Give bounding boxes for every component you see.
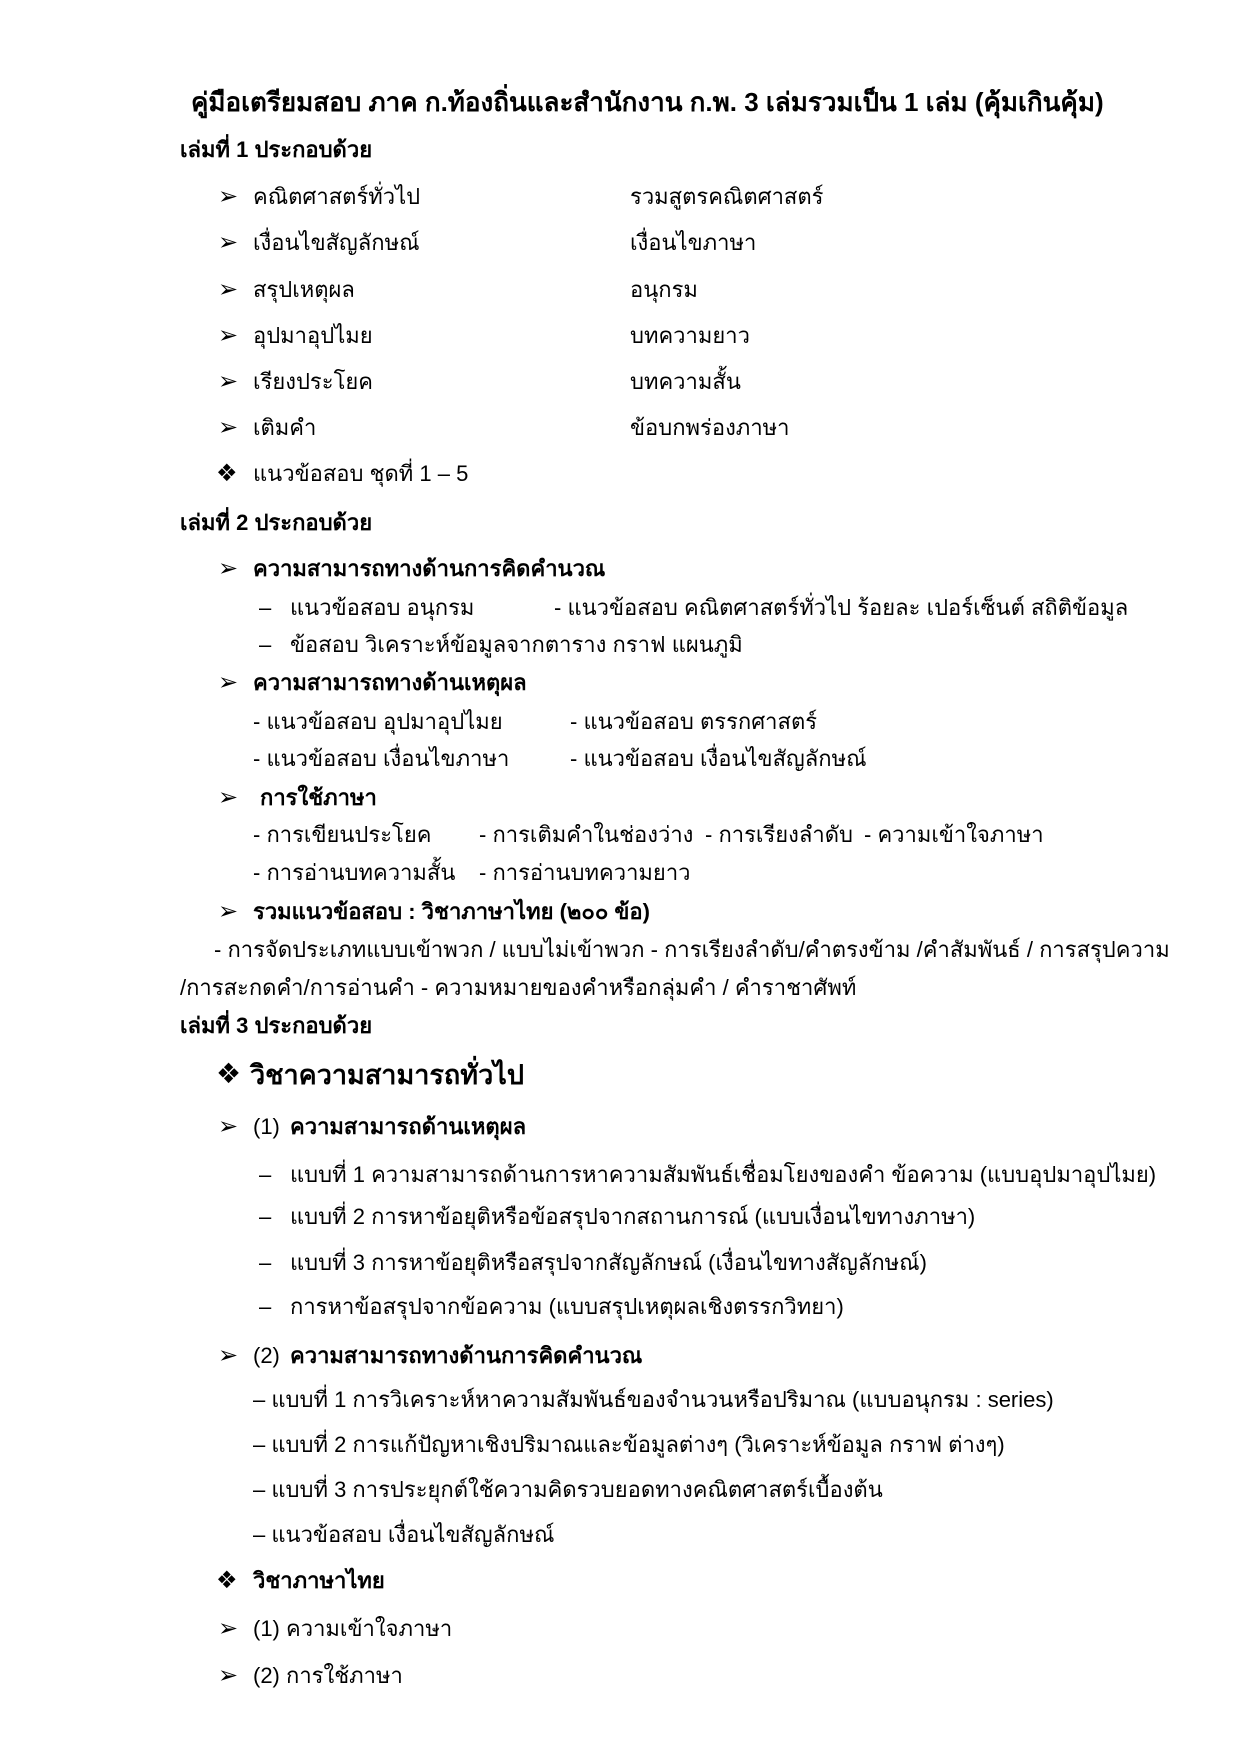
list-item: – แนวข้อสอบ เงื่อนไขสัญลักษณ์ (253, 1522, 555, 1547)
list-item: ข้อสอบ วิเคราะห์ข้อมูลจากตาราง กราฟ แผนภูมิ (290, 632, 743, 657)
list-item: - แนวข้อสอบ ตรรกศาสตร์ (570, 709, 818, 734)
list-item: แบบที่ 3 การหาข้อยุติหรือสรุปจากสัญลักษณ์ (เงื่อนไขทางสัญลักษณ์) (290, 1250, 927, 1275)
arrow-bullet-icon: ➢ (218, 414, 239, 441)
list-item: ข้อบกพร่องภาษา (630, 415, 790, 440)
list-item: บทความยาว (630, 323, 750, 348)
list-item: - ความเข้าใจภาษา (864, 822, 1044, 847)
arrow-bullet-icon: ➢ (218, 784, 239, 811)
list-item: - แนวข้อสอบ เงื่อนไขภาษา (253, 746, 510, 771)
list-item: อนุกรม (630, 277, 698, 302)
diamond-bullet-icon: ❖ (216, 1567, 238, 1594)
paragraph-line: - การจัดประเภทแบบเข้าพวก / แบบไม่เข้าพวก - การเรียงลำดับ/คำตรงข้าม /คำสัมพันธ์ / การสรุปความ (214, 937, 1170, 962)
arrow-bullet-icon: ➢ (218, 183, 239, 210)
list-item: – แบบที่ 3 การประยุกต์ใช้ความคิดรวบยอดทางคณิตศาสตร์เบื้องต้น (253, 1477, 883, 1502)
book2-heading: เล่มที่ 2 ประกอบด้วย (180, 510, 373, 535)
section-title: ความสามารถทางด้านเหตุผล (253, 670, 527, 695)
paragraph-line: /การสะกดคำ/การอ่านคำ - ความหมายของคำหรือกลุ่มคำ / คำราชาศัพท์ (180, 975, 857, 1000)
list-item: เติมคำ (253, 415, 317, 440)
dash: – (259, 632, 272, 657)
list-item: (1) ความเข้าใจภาษา (253, 1616, 453, 1641)
list-item: เงื่อนไขภาษา (630, 230, 757, 255)
list-item: บทความสั้น (630, 369, 741, 394)
section-title: ความสามารถด้านเหตุผล (290, 1114, 527, 1139)
list-item: - แนวข้อสอบ คณิตศาสตร์ทั่วไป ร้อยละ เปอร์เซ็นต์ สถิติข้อมูล (554, 595, 1129, 620)
list-item: - การอ่านบทความยาว (479, 860, 691, 885)
arrow-bullet-icon: ➢ (218, 555, 239, 582)
diamond-bullet-icon: ❖ (216, 460, 238, 487)
dash: – (259, 595, 272, 620)
list-item: อุปมาอุปไมย (253, 323, 373, 348)
list-item: - การเรียงลำดับ (705, 822, 853, 847)
arrow-bullet-icon: ➢ (218, 1615, 239, 1642)
list-item: - แนวข้อสอบ อุปมาอุปไมย (253, 709, 503, 734)
list-item: รวมสูตรคณิตศาสตร์ (630, 184, 824, 209)
list-item: แบบที่ 1 ความสามารถด้านการหาความสัมพันธ์เชื่อมโยงของคำ ข้อความ (แบบอุปมาอุปไมย) (290, 1162, 1157, 1187)
subject-title: วิชาภาษาไทย (253, 1568, 385, 1593)
section-title: ความสามารถทางด้านการคิดคำนวณ (253, 556, 606, 581)
section-title: ความสามารถทางด้านการคิดคำนวณ (290, 1343, 643, 1368)
list-item: - แนวข้อสอบ เงื่อนไขสัญลักษณ์ (570, 746, 867, 771)
section-title: รวมแนวข้อสอบ : วิชาภาษาไทย (๒๐๐ ข้อ) (253, 899, 650, 924)
list-item: คณิตศาสตร์ทั่วไป (253, 184, 421, 209)
book3-heading: เล่มที่ 3 ประกอบด้วย (180, 1013, 373, 1038)
list-item: - การเติมคำในช่องว่าง (479, 822, 694, 847)
section-number: (1) (253, 1114, 280, 1139)
dash: – (259, 1250, 272, 1275)
list-item: แบบที่ 2 การหาข้อยุติหรือข้อสรุปจากสถานการณ์ (แบบเงื่อนไขทางภาษา) (290, 1204, 976, 1229)
arrow-bullet-icon: ➢ (218, 669, 239, 696)
dash: – (259, 1294, 272, 1319)
arrow-bullet-icon: ➢ (218, 276, 239, 303)
book1-heading: เล่มที่ 1 ประกอบด้วย (180, 137, 373, 162)
dash: – (259, 1204, 272, 1229)
document-title: คู่มือเตรียมสอบ ภาค ก.ท้องถิ่นและสำนักงาน ก.พ. 3 เล่มรวมเป็น 1 เล่ม (คุ้มเกินคุ้ม) (191, 87, 1104, 117)
list-item: – แบบที่ 2 การแก้ปัญหาเชิงปริมาณและข้อมูลต่างๆ (วิเคราะห์ข้อมูล กราฟ ต่างๆ) (253, 1432, 1005, 1457)
list-item: (2) การใช้ภาษา (253, 1663, 403, 1688)
list-item: เรียงประโยค (253, 369, 373, 394)
list-item: แนวข้อสอบ ชุดที่ 1 – 5 (253, 461, 469, 486)
arrow-bullet-icon: ➢ (218, 322, 239, 349)
diamond-bullet-icon: ❖ (216, 1058, 242, 1089)
arrow-bullet-icon: ➢ (218, 1113, 239, 1140)
section-number: (2) (253, 1343, 280, 1368)
list-item: - การอ่านบทความสั้น (253, 860, 456, 885)
arrow-bullet-icon: ➢ (218, 229, 239, 256)
arrow-bullet-icon: ➢ (218, 898, 239, 925)
arrow-bullet-icon: ➢ (218, 1662, 239, 1689)
list-item: แนวข้อสอบ อนุกรม (290, 595, 475, 620)
arrow-bullet-icon: ➢ (218, 368, 239, 395)
arrow-bullet-icon: ➢ (218, 1342, 239, 1369)
section-title: การใช้ภาษา (260, 785, 377, 810)
list-item: - การเขียนประโยค (253, 822, 432, 847)
subject-title: วิชาความสามารถทั่วไป (250, 1060, 524, 1090)
list-item: – แบบที่ 1 การวิเคราะห์หาความสัมพันธ์ของจำนวนหรือปริมาณ (แบบอนุกรม : series) (253, 1387, 1054, 1412)
dash: – (259, 1162, 272, 1187)
list-item: การหาข้อสรุปจากข้อความ (แบบสรุปเหตุผลเชิงตรรกวิทยา) (290, 1294, 844, 1319)
list-item: เงื่อนไขสัญลักษณ์ (253, 230, 420, 255)
list-item: สรุปเหตุผล (253, 277, 355, 302)
